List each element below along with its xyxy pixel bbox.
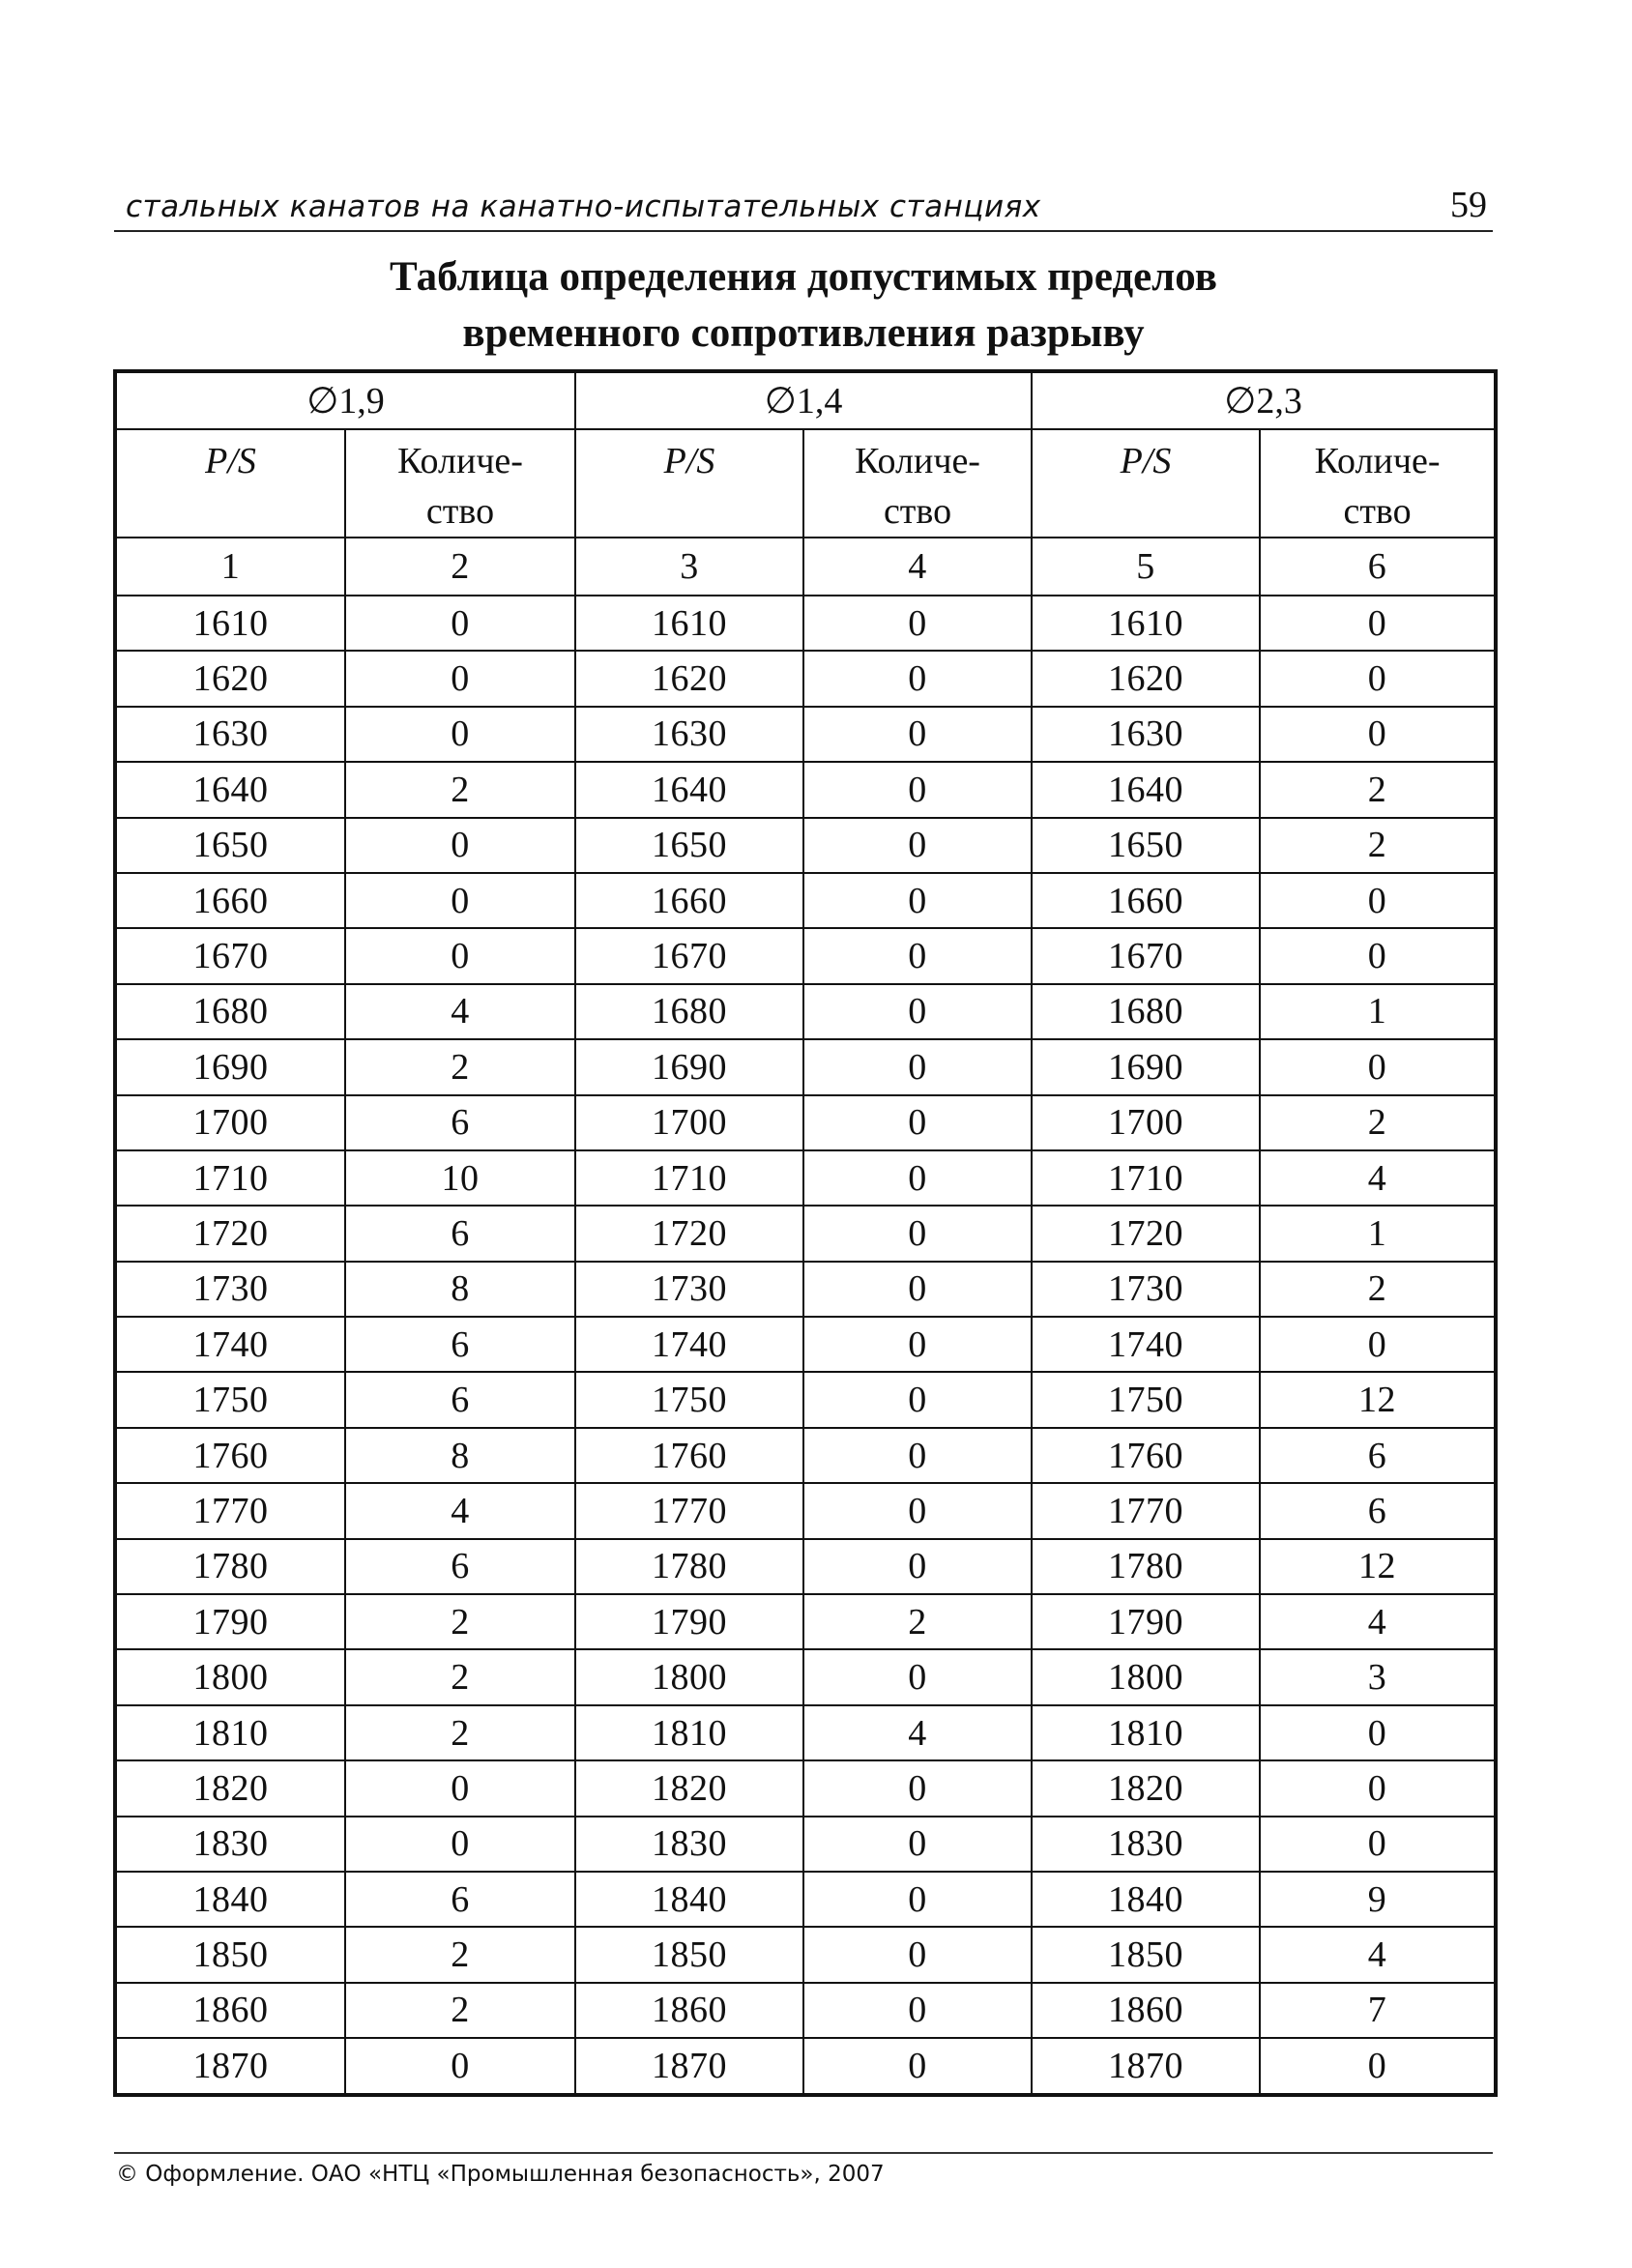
column-number-cell: 5 xyxy=(1032,538,1260,596)
ps-value-cell: 1660 xyxy=(115,873,345,928)
quantity-value-cell: 2 xyxy=(345,1649,575,1704)
ps-value-cell: 1680 xyxy=(575,984,803,1039)
ps-value-cell: 1830 xyxy=(1032,1817,1260,1872)
quantity-value-cell: 0 xyxy=(803,1649,1032,1704)
ps-value-cell: 1700 xyxy=(575,1095,803,1150)
ps-value-cell: 1870 xyxy=(115,2038,345,2094)
quantity-label-line-1: Количе- xyxy=(1314,441,1441,481)
quantity-value-cell: 0 xyxy=(1260,1705,1496,1760)
ps-value-cell: 1720 xyxy=(575,1206,803,1261)
table-row xyxy=(115,707,1496,762)
ps-value-cell: 1610 xyxy=(575,596,803,651)
quantity-value-cell: 8 xyxy=(345,1428,575,1483)
ps-value-cell: 1660 xyxy=(1032,873,1260,928)
quantity-value-cell: 0 xyxy=(803,1983,1032,2038)
column-number-cell: 2 xyxy=(345,538,575,596)
table-row xyxy=(115,818,1496,873)
column-header-row xyxy=(115,429,1496,538)
ps-value-cell: 1870 xyxy=(1032,2038,1260,2094)
table-row xyxy=(115,928,1496,983)
column-header-quantity xyxy=(345,429,575,538)
ps-value-cell: 1720 xyxy=(1032,1206,1260,1261)
quantity-value-cell: 4 xyxy=(1260,1594,1496,1649)
quantity-value-cell: 4 xyxy=(345,984,575,1039)
ps-value-cell: 1800 xyxy=(115,1649,345,1704)
group-header-cell: ∅1,9 xyxy=(115,371,575,429)
quantity-value-cell: 0 xyxy=(803,651,1032,706)
quantity-value-cell: 0 xyxy=(803,1539,1032,1594)
quantity-value-cell: 0 xyxy=(803,762,1032,817)
ps-value-cell: 1710 xyxy=(1032,1150,1260,1206)
ps-value-cell: 1650 xyxy=(115,818,345,873)
table-title-line-1: Таблица определения допустимых пределов xyxy=(390,254,1217,300)
ps-value-cell: 1820 xyxy=(115,1760,345,1816)
ps-value-cell: 1800 xyxy=(1032,1649,1260,1704)
ps-value-cell: 1820 xyxy=(575,1760,803,1816)
quantity-value-cell: 1 xyxy=(1260,984,1496,1039)
ps-value-cell: 1680 xyxy=(1032,984,1260,1039)
table-row xyxy=(115,1927,1496,1982)
quantity-value-cell: 0 xyxy=(803,1927,1032,1982)
quantity-value-cell: 0 xyxy=(803,1372,1032,1427)
quantity-value-cell: 6 xyxy=(345,1872,575,1927)
quantity-value-cell: 0 xyxy=(803,1428,1032,1483)
quantity-label-line-2: ство xyxy=(1343,491,1412,532)
column-number-row xyxy=(115,538,1496,596)
group-header-row xyxy=(115,371,1496,429)
quantity-value-cell: 0 xyxy=(345,928,575,983)
quantity-label-line-1: Количе- xyxy=(855,441,980,481)
ps-value-cell: 1700 xyxy=(115,1095,345,1150)
quantity-label-line-2: ство xyxy=(425,491,495,532)
quantity-value-cell: 4 xyxy=(1260,1150,1496,1206)
ps-value-cell: 1610 xyxy=(1032,596,1260,651)
page-number: 59 xyxy=(1450,185,1487,225)
quantity-value-cell: 0 xyxy=(345,707,575,762)
ps-value-cell: 1780 xyxy=(1032,1539,1260,1594)
ps-value-cell: 1630 xyxy=(1032,707,1260,762)
footer-copyright: © Оформление. ОАО «НТЦ «Промышленная безопасность», 2007 xyxy=(116,2162,885,2187)
quantity-value-cell: 6 xyxy=(1260,1428,1496,1483)
table-row xyxy=(115,1372,1496,1427)
ps-value-cell: 1780 xyxy=(575,1539,803,1594)
quantity-value-cell: 0 xyxy=(345,2038,575,2094)
quantity-value-cell: 8 xyxy=(345,1262,575,1317)
quantity-value-cell: 0 xyxy=(1260,873,1496,928)
quantity-value-cell: 0 xyxy=(803,2038,1032,2094)
quantity-value-cell: 12 xyxy=(1260,1372,1496,1427)
ps-value-cell: 1770 xyxy=(1032,1483,1260,1538)
ps-value-cell: 1780 xyxy=(115,1539,345,1594)
ps-value-cell: 1770 xyxy=(575,1483,803,1538)
column-header-quantity xyxy=(803,429,1032,538)
table-row xyxy=(115,1150,1496,1206)
quantity-value-cell: 12 xyxy=(1260,1539,1496,1594)
ps-value-cell: 1650 xyxy=(1032,818,1260,873)
quantity-value-cell: 0 xyxy=(803,1760,1032,1816)
ps-value-cell: 1690 xyxy=(1032,1039,1260,1094)
ps-value-cell: 1760 xyxy=(575,1428,803,1483)
ps-value-cell: 1870 xyxy=(575,2038,803,2094)
quantity-value-cell: 0 xyxy=(1260,651,1496,706)
quantity-value-cell: 1 xyxy=(1260,1206,1496,1261)
quantity-value-cell: 2 xyxy=(345,1927,575,1982)
quantity-value-cell: 7 xyxy=(1260,1983,1496,2038)
ps-value-cell: 1840 xyxy=(1032,1872,1260,1927)
quantity-value-cell: 6 xyxy=(345,1372,575,1427)
table-container xyxy=(113,369,1494,2097)
ps-value-cell: 1670 xyxy=(1032,928,1260,983)
ps-value-cell: 1650 xyxy=(575,818,803,873)
table-row xyxy=(115,1705,1496,1760)
quantity-label-line-1: Количе- xyxy=(397,441,523,481)
ps-value-cell: 1620 xyxy=(115,651,345,706)
quantity-value-cell: 0 xyxy=(803,707,1032,762)
table-row xyxy=(115,1206,1496,1261)
ps-value-cell: 1830 xyxy=(115,1817,345,1872)
table-title-line-2: временного сопротивления разрыву xyxy=(462,310,1145,356)
ps-value-cell: 1790 xyxy=(115,1594,345,1649)
quantity-value-cell: 6 xyxy=(345,1095,575,1150)
quantity-value-cell: 0 xyxy=(1260,928,1496,983)
column-header-ps: P/S xyxy=(575,429,803,538)
ps-value-cell: 1830 xyxy=(575,1817,803,1872)
table-row xyxy=(115,984,1496,1039)
quantity-value-cell: 0 xyxy=(345,596,575,651)
quantity-label-line-2: ство xyxy=(883,491,952,532)
quantity-value-cell: 0 xyxy=(803,1150,1032,1206)
ps-value-cell: 1860 xyxy=(115,1983,345,2038)
quantity-value-cell: 6 xyxy=(1260,1483,1496,1538)
footer-divider xyxy=(114,2152,1493,2154)
quantity-value-cell: 0 xyxy=(803,596,1032,651)
quantity-value-cell: 4 xyxy=(1260,1927,1496,1982)
quantity-value-cell: 2 xyxy=(1260,1262,1496,1317)
table-row xyxy=(115,1428,1496,1483)
quantity-value-cell: 0 xyxy=(1260,707,1496,762)
ps-value-cell: 1690 xyxy=(575,1039,803,1094)
ps-value-cell: 1740 xyxy=(575,1317,803,1372)
quantity-value-cell: 0 xyxy=(803,1095,1032,1150)
table-body xyxy=(115,596,1496,2095)
table-row xyxy=(115,1594,1496,1649)
quantity-value-cell: 2 xyxy=(345,1594,575,1649)
quantity-value-cell: 0 xyxy=(345,818,575,873)
ps-value-cell: 1660 xyxy=(575,873,803,928)
table-row xyxy=(115,762,1496,817)
quantity-value-cell: 4 xyxy=(345,1483,575,1538)
ps-value-cell: 1640 xyxy=(575,762,803,817)
ps-value-cell: 1810 xyxy=(1032,1705,1260,1760)
quantity-value-cell: 0 xyxy=(803,1317,1032,1372)
ps-value-cell: 1680 xyxy=(115,984,345,1039)
table-row xyxy=(115,873,1496,928)
table-row xyxy=(115,1317,1496,1372)
ps-value-cell: 1810 xyxy=(575,1705,803,1760)
quantity-value-cell: 2 xyxy=(345,1983,575,2038)
ps-value-cell: 1670 xyxy=(115,928,345,983)
column-header-ps: P/S xyxy=(115,429,345,538)
ps-value-cell: 1860 xyxy=(1032,1983,1260,2038)
ps-value-cell: 1760 xyxy=(115,1428,345,1483)
quantity-value-cell: 0 xyxy=(803,928,1032,983)
group-header-cell: ∅1,4 xyxy=(575,371,1032,429)
data-table xyxy=(113,369,1498,2097)
group-header-cell: ∅2,3 xyxy=(1032,371,1496,429)
table-row xyxy=(115,1649,1496,1704)
quantity-value-cell: 2 xyxy=(1260,818,1496,873)
quantity-value-cell: 0 xyxy=(1260,1039,1496,1094)
ps-value-cell: 1630 xyxy=(575,707,803,762)
table-row xyxy=(115,1872,1496,1927)
quantity-value-cell: 2 xyxy=(1260,762,1496,817)
quantity-value-cell: 0 xyxy=(1260,596,1496,651)
ps-value-cell: 1710 xyxy=(115,1150,345,1206)
quantity-value-cell: 0 xyxy=(803,873,1032,928)
quantity-value-cell: 2 xyxy=(345,762,575,817)
quantity-value-cell: 0 xyxy=(345,651,575,706)
table-row xyxy=(115,2038,1496,2094)
ps-value-cell: 1630 xyxy=(115,707,345,762)
ps-value-cell: 1700 xyxy=(1032,1095,1260,1150)
quantity-value-cell: 6 xyxy=(345,1206,575,1261)
ps-value-cell: 1860 xyxy=(575,1983,803,2038)
quantity-value-cell: 0 xyxy=(345,1760,575,1816)
column-number-cell: 3 xyxy=(575,538,803,596)
quantity-value-cell: 0 xyxy=(803,984,1032,1039)
quantity-value-cell: 9 xyxy=(1260,1872,1496,1927)
ps-value-cell: 1820 xyxy=(1032,1760,1260,1816)
ps-value-cell: 1850 xyxy=(575,1927,803,1982)
quantity-value-cell: 2 xyxy=(1260,1095,1496,1150)
ps-value-cell: 1850 xyxy=(115,1927,345,1982)
quantity-value-cell: 0 xyxy=(803,818,1032,873)
ps-value-cell: 1730 xyxy=(1032,1262,1260,1317)
quantity-value-cell: 6 xyxy=(345,1317,575,1372)
running-head xyxy=(114,180,1493,232)
ps-value-cell: 1670 xyxy=(575,928,803,983)
ps-value-cell: 1850 xyxy=(1032,1927,1260,1982)
table-row xyxy=(115,651,1496,706)
quantity-value-cell: 4 xyxy=(803,1705,1032,1760)
ps-value-cell: 1730 xyxy=(115,1262,345,1317)
table-row xyxy=(115,1817,1496,1872)
ps-value-cell: 1610 xyxy=(115,596,345,651)
ps-value-cell: 1740 xyxy=(115,1317,345,1372)
running-head-text: стальных канатов на канатно-испытательных станциях xyxy=(126,189,1041,224)
table-row xyxy=(115,1483,1496,1538)
quantity-value-cell: 6 xyxy=(345,1539,575,1594)
table-row xyxy=(115,596,1496,651)
quantity-value-cell: 0 xyxy=(803,1206,1032,1261)
ps-value-cell: 1750 xyxy=(575,1372,803,1427)
ps-value-cell: 1840 xyxy=(575,1872,803,1927)
ps-value-cell: 1770 xyxy=(115,1483,345,1538)
quantity-value-cell: 0 xyxy=(803,1483,1032,1538)
quantity-value-cell: 0 xyxy=(803,1817,1032,1872)
column-number-cell: 1 xyxy=(115,538,345,596)
column-number-cell: 4 xyxy=(803,538,1032,596)
ps-value-cell: 1690 xyxy=(115,1039,345,1094)
quantity-value-cell: 0 xyxy=(803,1039,1032,1094)
ps-value-cell: 1720 xyxy=(115,1206,345,1261)
ps-value-cell: 1750 xyxy=(115,1372,345,1427)
ps-value-cell: 1730 xyxy=(575,1262,803,1317)
table-row xyxy=(115,1039,1496,1094)
ps-value-cell: 1840 xyxy=(115,1872,345,1927)
quantity-value-cell: 2 xyxy=(345,1039,575,1094)
quantity-value-cell: 0 xyxy=(345,873,575,928)
ps-value-cell: 1620 xyxy=(1032,651,1260,706)
table-title xyxy=(114,249,1493,362)
ps-value-cell: 1710 xyxy=(575,1150,803,1206)
column-header-quantity xyxy=(1260,429,1496,538)
table-row xyxy=(115,1983,1496,2038)
column-number-cell: 6 xyxy=(1260,538,1496,596)
ps-value-cell: 1640 xyxy=(115,762,345,817)
ps-value-cell: 1620 xyxy=(575,651,803,706)
ps-value-cell: 1800 xyxy=(575,1649,803,1704)
ps-value-cell: 1810 xyxy=(115,1705,345,1760)
ps-value-cell: 1740 xyxy=(1032,1317,1260,1372)
ps-value-cell: 1640 xyxy=(1032,762,1260,817)
ps-value-cell: 1790 xyxy=(1032,1594,1260,1649)
table-row xyxy=(115,1095,1496,1150)
quantity-value-cell: 0 xyxy=(803,1262,1032,1317)
quantity-value-cell: 0 xyxy=(345,1817,575,1872)
column-header-ps: P/S xyxy=(1032,429,1260,538)
quantity-value-cell: 2 xyxy=(345,1705,575,1760)
ps-value-cell: 1750 xyxy=(1032,1372,1260,1427)
ps-value-cell: 1760 xyxy=(1032,1428,1260,1483)
quantity-value-cell: 0 xyxy=(1260,2038,1496,2094)
quantity-value-cell: 0 xyxy=(1260,1817,1496,1872)
quantity-value-cell: 0 xyxy=(803,1872,1032,1927)
table-row xyxy=(115,1539,1496,1594)
table-row xyxy=(115,1262,1496,1317)
quantity-value-cell: 0 xyxy=(1260,1317,1496,1372)
ps-value-cell: 1790 xyxy=(575,1594,803,1649)
quantity-value-cell: 2 xyxy=(803,1594,1032,1649)
quantity-value-cell: 10 xyxy=(345,1150,575,1206)
quantity-value-cell: 3 xyxy=(1260,1649,1496,1704)
table-row xyxy=(115,1760,1496,1816)
quantity-value-cell: 0 xyxy=(1260,1760,1496,1816)
